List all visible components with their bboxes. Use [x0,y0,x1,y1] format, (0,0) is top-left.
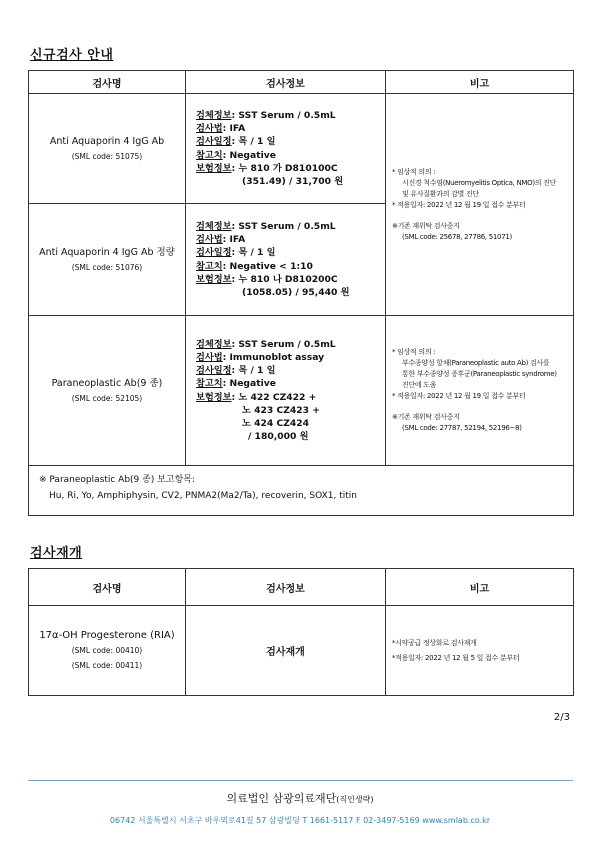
page-number: 2/3 [553,712,570,723]
remark-line: ※기존 재위탁 검사중지 [392,413,460,421]
remark-line: * 임상적 의의 : [392,167,436,176]
info-value: : Immunoblot assay [222,351,325,363]
info-value: : IFA [222,123,246,135]
footer-organization [0,790,600,806]
sml-code: (SML code: 00410) [71,646,143,655]
info-value: : SST Serum / 0.5mL [231,109,336,121]
insurance-price: (351.49) / 31,700 원 [242,175,344,187]
report-items-note [29,466,574,516]
remark-line: 및 유사질환과의 감별 진단 [402,189,479,198]
info-value: : SST Serum / 0.5mL [231,338,336,350]
info-label: 검사법 [196,123,223,135]
info-value: : 목 / 1 일 [231,247,276,259]
remark-line: 시신경 척수염(Nueromyelitis Optica, NMO)의 진단 [402,178,557,187]
sml-code: (SML code: 51075) [71,151,143,161]
remark-line: 부수종양성 항체(Paraneoplastic auto Ab) 검사를 [402,359,550,367]
test-name: 17α-OH Progesterone (RIA) [39,630,175,641]
table-row [29,606,574,696]
info-label: 보험정보 [196,162,232,174]
test-info-cell [186,316,386,466]
footer-divider [28,780,573,781]
table-header-row [29,71,574,94]
remark-line: *적용일자: 2022 년 12 월 5 일 접수 분부터 [392,653,520,662]
header-remarks: 비고 [386,569,574,606]
info-label: 참고치 [196,260,223,272]
table-row [29,316,574,466]
new-tests-table [28,70,574,516]
header-remarks: 비고 [386,71,574,94]
test-name: Paraneoplastic Ab(9 종) [51,377,163,389]
test-info-cell [186,94,386,204]
header-test-info: 검사정보 [186,71,386,94]
info-label: 검사일정 [196,247,232,259]
test-info-cell: 검사재개 [186,606,386,696]
remark-line: (SML code: 27787, 52194, 52196~8) [402,424,522,432]
remark-line: * 임상적 의의 : [392,348,436,356]
info-label: 검사일정 [196,136,232,148]
note-row [29,466,574,516]
info-label: 검사법 [196,351,223,363]
insurance-price: / 180,000 원 [248,431,309,443]
header-test-name: 검사명 [29,569,186,606]
insurance-price: (1058.05) / 95,440 원 [242,286,350,298]
table-row [29,94,574,204]
test-name-cell [29,316,186,466]
sml-code: (SML code: 51076) [71,262,143,272]
info-label: 검사일정 [196,365,232,377]
remark-line: 진단에 도움 [402,381,437,389]
info-label: 참고치 [196,149,223,161]
info-value: : 목 / 1 일 [231,136,276,148]
info-label: 참고치 [196,378,223,390]
sml-code: (SML code: 00411) [71,661,143,670]
footer-address: 06742 서울특별시 서초구 바우뫼로41길 57 삼광빌딩 T 1661-5117 F 02-3497-5169 www.smlab.co.kr [109,816,491,825]
table-header-row [29,569,574,606]
test-name-cell [29,94,186,204]
info-value: : Negative [222,378,276,390]
info-label: 검체정보 [196,338,232,350]
insurance-code: 노 423 CZ423 + [242,404,320,416]
info-label: 검체정보 [196,109,232,121]
test-info-cell [186,204,386,316]
info-label: 검사법 [196,234,223,246]
info-value: : 노 422 CZ422 + [231,391,317,403]
organization-name: 의료법인 삼광의료재단 [226,792,337,805]
sml-code: (SML code: 52105) [71,393,143,403]
test-name-cell [29,204,186,316]
info-value: : 목 / 1 일 [231,365,276,377]
info-value: : 누 810 가 D810100C [231,162,338,174]
insurance-code: 노 424 CZ424 [242,417,310,429]
note-items: Hu, Ri, Yo, Amphiphysin, CV2, PNMA2(Ma2/Ta), recoverin, SOX1, titin [49,491,357,501]
header-test-name: 검사명 [29,71,186,94]
remark-line: ※기존 재위탁 검사중지 [392,221,460,230]
resumed-tests-table [28,568,574,696]
info-label: 보험정보 [196,391,232,403]
info-label: 검체정보 [196,220,232,232]
remark-line: * 적용일자: 2022 년 12 월 19 일 접수 분부터 [392,200,526,209]
remark-cell [386,316,574,466]
remark-line: * 적용일자: 2022 년 12 월 19 일 접수 분부터 [392,392,526,400]
info-value: : IFA [222,234,246,246]
info-value: : Negative [222,149,276,161]
seal-omitted-note: (직인생략) [336,795,374,804]
remark-line: 통한 부수종양성 증후군(Paraneoplastic syndrome) [402,370,557,378]
remark-line: (SML code: 25678, 27786, 51071) [402,232,512,241]
info-value: : Negative < 1:10 [222,260,313,272]
remark-cell [386,606,574,696]
info-value: : SST Serum / 0.5mL [231,220,336,232]
header-test-info: 검사정보 [186,569,386,606]
test-name: Anti Aquaporin 4 IgG Ab [49,135,165,147]
test-name: Anti Aquaporin 4 IgG Ab 정량 [39,246,175,258]
note-line: ※ Paraneoplastic Ab(9 종) 보고항목: [39,475,196,485]
remark-cell [386,94,574,316]
remark-line: *시약공급 정상화로 검사재개 [392,638,477,647]
info-label: 보험정보 [196,273,232,285]
test-name-cell [29,606,186,696]
section-title-resumed-tests: 검사재개 [30,546,83,561]
info-value: : 누 810 나 D810200C [231,273,338,285]
section-title-new-tests: 신규검사 안내 [30,48,114,63]
